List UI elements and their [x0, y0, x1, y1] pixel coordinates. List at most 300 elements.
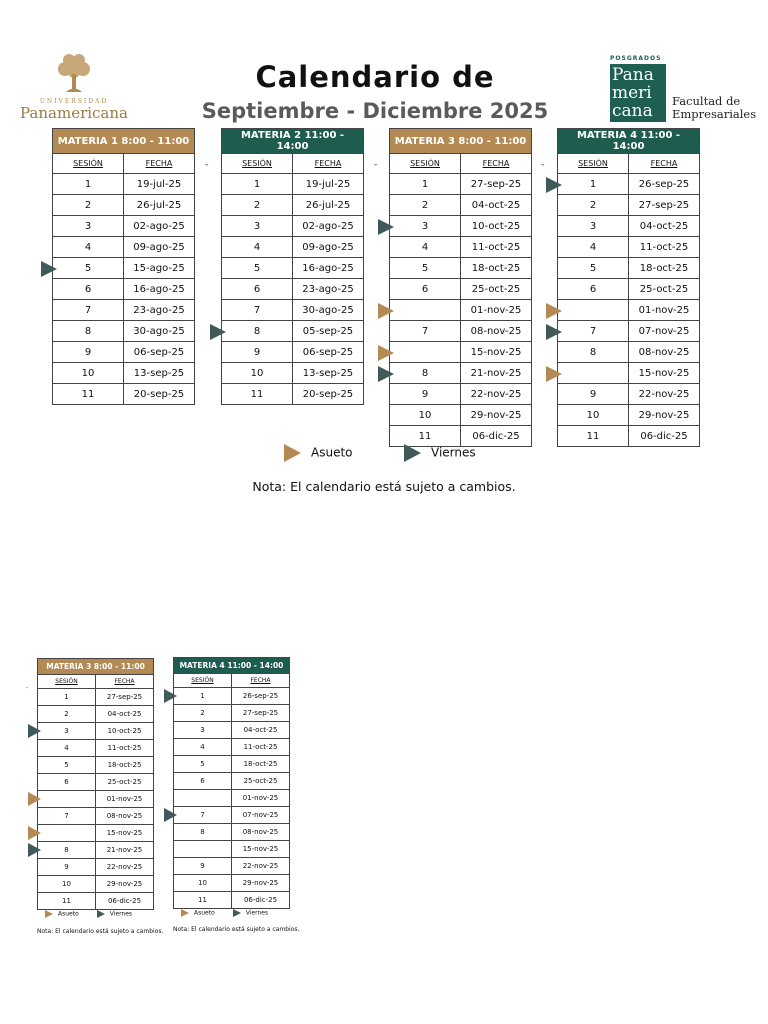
date-cell: 04-oct-25: [629, 216, 700, 237]
session-number: 2: [589, 199, 597, 211]
date-cell: 15-nov-25: [232, 841, 290, 858]
date-cell: 18-oct-25: [232, 756, 290, 773]
column-header-date: FECHA: [293, 154, 364, 174]
session-cell: [53, 321, 124, 342]
table-row: [390, 363, 532, 384]
session-cell: [222, 363, 293, 384]
session-number: 6: [64, 778, 69, 786]
session-cell: [390, 300, 461, 321]
table-row: [53, 258, 195, 279]
session-number: 6: [253, 283, 261, 295]
asueto-triangle-icon: [181, 909, 189, 917]
session-number: 6: [421, 283, 429, 295]
date-cell: 29-nov-25: [96, 876, 154, 893]
date-cell: 11-oct-25: [232, 739, 290, 756]
session-cell: [390, 363, 461, 384]
date-cell: 01-nov-25: [461, 300, 532, 321]
viernes-marker-icon: [28, 724, 41, 738]
table-row: [222, 174, 364, 195]
logo-faculty-line: Empresariales: [672, 107, 757, 121]
date-cell: 25-oct-25: [96, 774, 154, 791]
table-row: [222, 258, 364, 279]
session-number: 2: [84, 199, 92, 211]
date-cell: 11-oct-25: [461, 237, 532, 258]
session-cell: [222, 174, 293, 195]
date-cell: 26-sep-25: [629, 174, 700, 195]
separator-dash: -: [205, 160, 209, 170]
session-number: 9: [421, 388, 429, 400]
session-number: 3: [200, 726, 205, 734]
asueto-marker-icon: [378, 345, 394, 361]
schedule-table: [37, 658, 154, 910]
logo-brand-line: meri: [612, 83, 652, 103]
table-header: MATERIA 3 8:00 - 11:00: [38, 659, 154, 675]
thumbnail-note: Nota: El calendario está sujeto a cambios.: [37, 928, 164, 935]
session-number: 1: [84, 178, 92, 190]
session-cell: [222, 342, 293, 363]
table-row: [390, 279, 532, 300]
tree-icon: [52, 52, 96, 96]
session-cell: [53, 279, 124, 300]
session-number: 8: [64, 846, 69, 854]
session-cell: [38, 842, 96, 859]
session-number: 7: [64, 812, 69, 820]
session-cell: [38, 757, 96, 774]
separator-dash: -: [541, 160, 545, 170]
date-cell: 09-ago-25: [293, 237, 364, 258]
session-cell: [38, 723, 96, 740]
session-number: 9: [589, 388, 597, 400]
date-cell: 30-ago-25: [124, 321, 195, 342]
session-cell: [174, 773, 232, 790]
session-cell: [558, 321, 629, 342]
date-cell: 06-dic-25: [461, 426, 532, 447]
table-row: [390, 216, 532, 237]
date-cell: 27-sep-25: [96, 689, 154, 706]
session-number: 3: [64, 727, 69, 735]
table-row: [390, 174, 532, 195]
date-cell: 27-sep-25: [232, 705, 290, 722]
date-cell: 29-nov-25: [232, 875, 290, 892]
session-cell: [390, 279, 461, 300]
viernes-marker-icon: [210, 324, 226, 340]
session-number: 9: [64, 863, 69, 871]
session-cell: [53, 300, 124, 321]
table-row: [174, 688, 290, 705]
viernes-marker-icon: [546, 177, 562, 193]
schedule-table: [52, 128, 195, 405]
logo-university-label: UNIVERSIDAD: [39, 98, 109, 105]
session-cell: [558, 237, 629, 258]
table-row: [174, 875, 290, 892]
table-row: [53, 216, 195, 237]
date-cell: 16-ago-25: [293, 258, 364, 279]
session-cell: [174, 756, 232, 773]
session-number: 11: [81, 388, 95, 400]
date-cell: 09-ago-25: [124, 237, 195, 258]
table-row: [558, 363, 700, 384]
table-row: [390, 258, 532, 279]
viernes-marker-icon: [378, 219, 394, 235]
date-cell: 08-nov-25: [461, 321, 532, 342]
session-cell: [222, 216, 293, 237]
session-cell: [174, 807, 232, 824]
table-row: [38, 757, 154, 774]
column-header-date: FECHA: [124, 154, 195, 174]
date-cell: 07-nov-25: [232, 807, 290, 824]
session-cell: [174, 790, 232, 807]
table-row: [390, 384, 532, 405]
thumbnail-legend: [181, 909, 268, 917]
session-number: 7: [253, 304, 261, 316]
table-row: [558, 405, 700, 426]
table-row: [222, 321, 364, 342]
table-row: [38, 740, 154, 757]
logo-faculty-line: Facultad de: [672, 94, 741, 108]
session-number: 2: [64, 710, 69, 718]
date-cell: 29-nov-25: [629, 405, 700, 426]
session-cell: [222, 321, 293, 342]
column-header-session: SESIÓN: [558, 154, 629, 174]
session-cell: [390, 405, 461, 426]
session-number: 5: [253, 262, 261, 274]
session-cell: [390, 384, 461, 405]
logo-brand-box: [610, 64, 666, 122]
table-row: [174, 807, 290, 824]
session-number: 5: [84, 262, 92, 274]
table-row: [558, 300, 700, 321]
table-row: [38, 825, 154, 842]
session-number: 1: [64, 693, 69, 701]
date-cell: 11-oct-25: [96, 740, 154, 757]
session-cell: [38, 774, 96, 791]
session-cell: [558, 426, 629, 447]
session-number: 4: [589, 241, 597, 253]
date-cell: 13-sep-25: [293, 363, 364, 384]
table-row: [558, 342, 700, 363]
table-row: [174, 739, 290, 756]
session-number: 8: [200, 828, 205, 836]
table-row: [53, 300, 195, 321]
date-cell: 02-ago-25: [293, 216, 364, 237]
date-cell: 21-nov-25: [96, 842, 154, 859]
session-number: 10: [250, 367, 264, 379]
session-cell: [390, 195, 461, 216]
column-header-session: SESIÓN: [222, 154, 293, 174]
date-cell: 21-nov-25: [461, 363, 532, 384]
date-cell: 18-oct-25: [461, 258, 532, 279]
table-row: [38, 689, 154, 706]
session-cell: [53, 258, 124, 279]
session-number: 3: [589, 220, 597, 232]
table-row: [38, 808, 154, 825]
session-number: 7: [421, 325, 429, 337]
session-cell: [174, 824, 232, 841]
date-cell: 22-nov-25: [629, 384, 700, 405]
date-cell: 04-oct-25: [232, 722, 290, 739]
column-header-session: SESIÓN: [174, 674, 232, 688]
session-number: 3: [421, 220, 429, 232]
date-cell: 23-ago-25: [293, 279, 364, 300]
viernes-triangle-icon: [233, 909, 241, 917]
column-header-session: SESIÓN: [38, 675, 96, 689]
session-cell: [38, 791, 96, 808]
session-number: 11: [62, 897, 71, 905]
logo-faculty-text: [672, 95, 756, 121]
table-row: [390, 237, 532, 258]
date-cell: 01-nov-25: [629, 300, 700, 321]
session-cell: [38, 689, 96, 706]
session-number: 9: [253, 346, 261, 358]
date-cell: 26-sep-25: [232, 688, 290, 705]
asueto-marker-icon: [28, 792, 41, 806]
legend-item-asueto: [284, 444, 353, 462]
legend-viernes-label: Viernes: [109, 910, 133, 918]
table-row: [38, 723, 154, 740]
session-cell: [222, 258, 293, 279]
session-number: 5: [64, 761, 69, 769]
date-cell: 27-sep-25: [629, 195, 700, 216]
session-number: 4: [421, 241, 429, 253]
session-cell: [222, 195, 293, 216]
date-cell: 04-oct-25: [461, 195, 532, 216]
asueto-marker-icon: [378, 303, 394, 319]
table-row: [558, 195, 700, 216]
session-cell: [390, 237, 461, 258]
date-cell: 15-nov-25: [629, 363, 700, 384]
date-cell: 26-jul-25: [293, 195, 364, 216]
date-cell: 15-nov-25: [461, 342, 532, 363]
session-cell: [38, 876, 96, 893]
date-cell: 07-nov-25: [629, 321, 700, 342]
session-number: 1: [421, 178, 429, 190]
session-number: 10: [586, 409, 600, 421]
session-number: 8: [421, 367, 429, 379]
date-cell: 01-nov-25: [232, 790, 290, 807]
session-number: 11: [418, 430, 432, 442]
table-row: [222, 216, 364, 237]
date-cell: 06-sep-25: [293, 342, 364, 363]
session-number: 9: [84, 346, 92, 358]
date-cell: 30-ago-25: [293, 300, 364, 321]
session-number: 4: [64, 744, 69, 752]
session-number: 10: [418, 409, 432, 421]
date-cell: 22-nov-25: [232, 858, 290, 875]
session-number: 2: [421, 199, 429, 211]
table-row: [174, 790, 290, 807]
session-number: 4: [84, 241, 92, 253]
asueto-triangle-icon: [45, 910, 53, 918]
session-cell: [174, 705, 232, 722]
session-number: 9: [200, 862, 205, 870]
table-row: [38, 859, 154, 876]
date-cell: 15-nov-25: [96, 825, 154, 842]
session-cell: [53, 195, 124, 216]
session-cell: [558, 363, 629, 384]
date-cell: 08-nov-25: [96, 808, 154, 825]
session-cell: [558, 300, 629, 321]
session-cell: [222, 300, 293, 321]
legend-viernes-label: Viernes: [245, 909, 269, 917]
thumbnail-note: Nota: El calendario está sujeto a cambios.: [173, 926, 300, 933]
table-row: [558, 174, 700, 195]
column-header-session: SESIÓN: [53, 154, 124, 174]
schedule-table: [389, 128, 532, 447]
session-cell: [174, 722, 232, 739]
session-cell: [53, 237, 124, 258]
date-cell: 16-ago-25: [124, 279, 195, 300]
table-row: [53, 279, 195, 300]
session-number: 10: [62, 880, 71, 888]
date-cell: 20-sep-25: [293, 384, 364, 405]
table-row: [53, 195, 195, 216]
session-number: 11: [198, 896, 207, 904]
session-number: 10: [198, 879, 207, 887]
legend-asueto-label: Asueto: [194, 909, 215, 917]
table-row: [222, 237, 364, 258]
date-cell: 08-nov-25: [232, 824, 290, 841]
viernes-marker-icon: [164, 808, 177, 822]
date-cell: 15-ago-25: [124, 258, 195, 279]
table-row: [174, 705, 290, 722]
table-row: [222, 300, 364, 321]
table-row: [390, 321, 532, 342]
date-cell: 19-jul-25: [124, 174, 195, 195]
session-cell: [222, 237, 293, 258]
viernes-marker-icon: [28, 843, 41, 857]
table-header: MATERIA 4 11:00 - 14:00: [174, 658, 290, 674]
table-row: [38, 876, 154, 893]
date-cell: 04-oct-25: [96, 706, 154, 723]
disclaimer-note: Nota: El calendario está sujeto a cambios.: [252, 479, 516, 494]
logo-posgrados-label: POSGRADOS: [610, 55, 662, 62]
date-cell: 26-jul-25: [124, 195, 195, 216]
session-number: 2: [253, 199, 261, 211]
session-cell: [558, 195, 629, 216]
session-cell: [53, 363, 124, 384]
viernes-marker-icon: [164, 689, 177, 703]
date-cell: 06-dic-25: [96, 893, 154, 910]
session-number: 5: [589, 262, 597, 274]
table-row: [174, 773, 290, 790]
date-cell: 05-sep-25: [293, 321, 364, 342]
thumbnail-legend: [45, 910, 132, 918]
session-number: 5: [421, 262, 429, 274]
session-number: 11: [586, 430, 600, 442]
table-row: [174, 722, 290, 739]
session-number: 8: [589, 346, 597, 358]
session-number: 4: [253, 241, 261, 253]
session-cell: [558, 342, 629, 363]
asueto-marker-icon: [28, 826, 41, 840]
session-cell: [53, 384, 124, 405]
asueto-marker-icon: [546, 303, 562, 319]
column-header-date: FECHA: [96, 675, 154, 689]
session-cell: [222, 279, 293, 300]
separator-dash: -: [374, 160, 378, 170]
date-cell: 25-oct-25: [629, 279, 700, 300]
session-cell: [558, 384, 629, 405]
table-row: [222, 384, 364, 405]
date-cell: 01-nov-25: [96, 791, 154, 808]
session-number: 7: [589, 325, 597, 337]
table-row: [53, 342, 195, 363]
date-cell: 22-nov-25: [96, 859, 154, 876]
table-row: [390, 300, 532, 321]
table-row: [558, 237, 700, 258]
table-row: [558, 384, 700, 405]
table-row: [558, 258, 700, 279]
session-number: 7: [84, 304, 92, 316]
viernes-marker-icon: [41, 261, 57, 277]
date-cell: 25-oct-25: [461, 279, 532, 300]
session-cell: [222, 384, 293, 405]
date-cell: 06-sep-25: [124, 342, 195, 363]
session-cell: [174, 688, 232, 705]
table-row: [222, 279, 364, 300]
table-row: [390, 342, 532, 363]
session-number: 11: [250, 388, 264, 400]
column-header-date: FECHA: [232, 674, 290, 688]
logo-brand-line: Pana: [612, 65, 654, 85]
session-number: 1: [253, 178, 261, 190]
date-cell: 19-jul-25: [293, 174, 364, 195]
table-row: [53, 237, 195, 258]
session-number: 4: [200, 743, 205, 751]
university-logo: [18, 52, 130, 124]
session-cell: [174, 858, 232, 875]
date-cell: 10-oct-25: [96, 723, 154, 740]
session-cell: [558, 405, 629, 426]
session-cell: [174, 875, 232, 892]
date-cell: 29-nov-25: [461, 405, 532, 426]
table-row: [38, 791, 154, 808]
table-row: [38, 893, 154, 910]
session-number: 3: [253, 220, 261, 232]
session-cell: [38, 808, 96, 825]
table-row: [38, 774, 154, 791]
table-row: [558, 426, 700, 447]
table-row: [222, 363, 364, 384]
session-cell: [390, 216, 461, 237]
schedule-table: [173, 657, 290, 909]
session-number: 8: [253, 325, 261, 337]
date-cell: 22-nov-25: [461, 384, 532, 405]
session-number: 6: [200, 777, 205, 785]
date-cell: 06-dic-25: [629, 426, 700, 447]
session-cell: [53, 174, 124, 195]
session-cell: [38, 859, 96, 876]
table-header: MATERIA 3 8:00 - 11:00: [390, 129, 532, 154]
logo-university-name: Panamericana: [20, 104, 128, 122]
asueto-marker-icon: [546, 366, 562, 382]
date-cell: 10-oct-25: [461, 216, 532, 237]
table-row: [222, 195, 364, 216]
table-row: [174, 824, 290, 841]
session-cell: [390, 321, 461, 342]
session-cell: [174, 892, 232, 909]
viernes-triangle-icon: [404, 444, 421, 462]
table-row: [53, 321, 195, 342]
table-row: [558, 321, 700, 342]
session-number: 1: [200, 692, 205, 700]
session-number: 2: [200, 709, 205, 717]
table-row: [174, 841, 290, 858]
table-row: [174, 858, 290, 875]
table-row: [390, 195, 532, 216]
session-cell: [53, 216, 124, 237]
session-cell: [53, 342, 124, 363]
